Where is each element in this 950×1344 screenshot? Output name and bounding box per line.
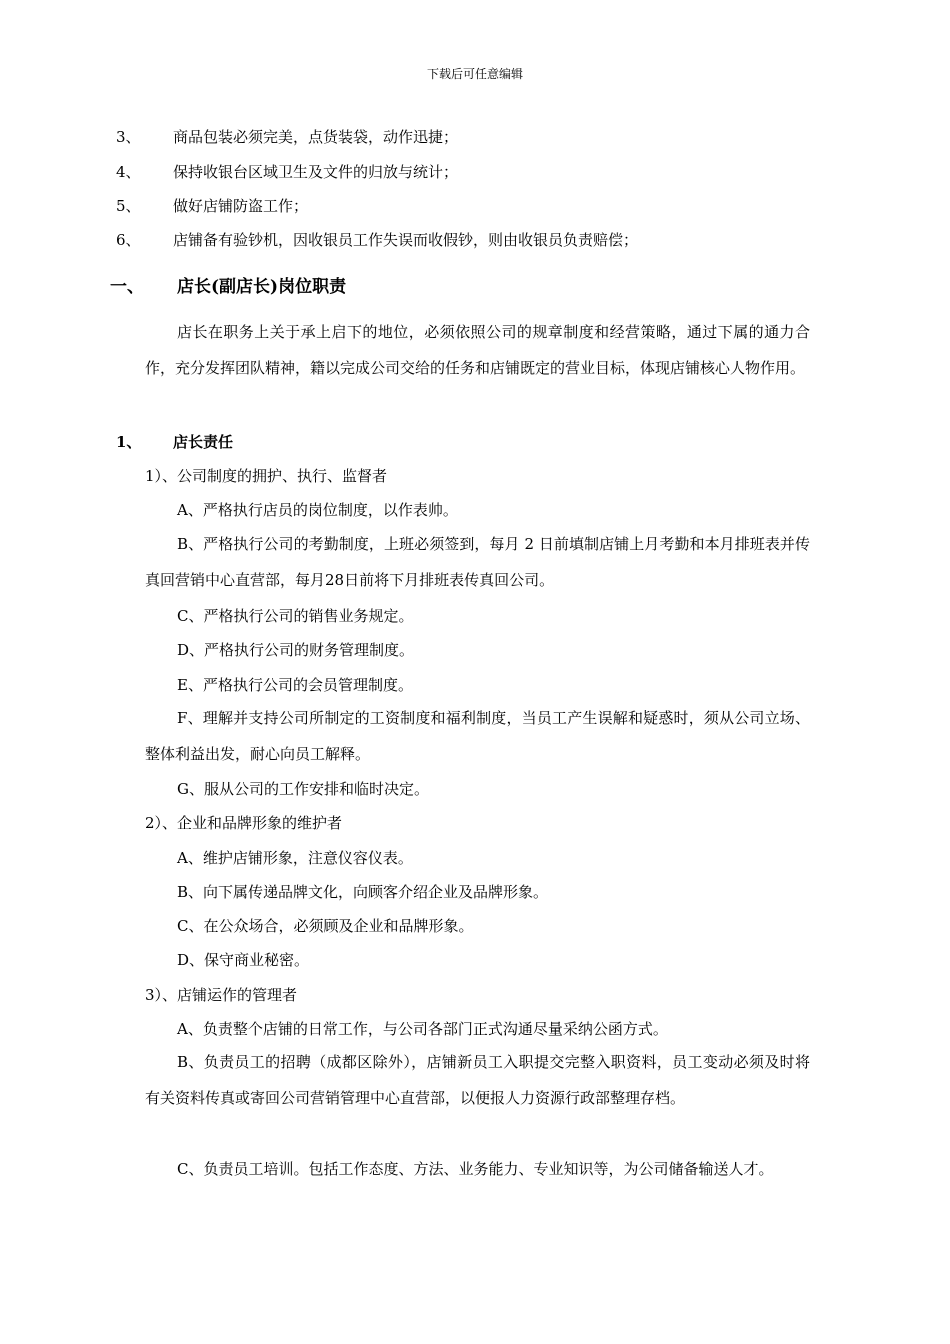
- list-item: G、服从公司的工作安排和临时决定。: [177, 780, 429, 798]
- list-item: B、负责员工的招聘（成都区除外），店铺新员工入职提交完整入职资料，员工变动必须及时将有关资料传真或寄回公司营销管理中心直营部，以便报人力资源行政部整理存档。: [145, 1053, 810, 1107]
- list-item-number: 3、: [116, 128, 141, 146]
- section-title: 店长(副店长)岗位职责: [177, 277, 347, 297]
- list-item: 保持收银台区域卫生及文件的归放与统计；: [173, 163, 459, 181]
- list-item: A、负责整个店铺的日常工作，与公司各部门正式沟通尽量采纳公函方式。: [177, 1020, 668, 1038]
- list-item: D、严格执行公司的财务管理制度。: [177, 641, 415, 659]
- section-number: 一、: [110, 277, 144, 297]
- list-item: 商品包装必须完美，点货装袋，动作迅捷；: [173, 128, 459, 146]
- intro-paragraph: 店长在职务上关于承上启下的地位，必须依照公司的规章制度和经营策略，通过下属的通力合作，充分发挥团队精神，籍以完成公司交给的任务和店铺既定的营业目标，体现店铺核心人物作用。: [145, 323, 810, 377]
- list-item: C、在公众场合，必须顾及企业和品牌形象。: [177, 917, 474, 935]
- role-title: 2）、企业和品牌形象的维护者: [145, 814, 343, 832]
- list-item-number: 6、: [116, 231, 141, 249]
- list-item: A、严格执行店员的岗位制度，以作表帅。: [177, 501, 458, 519]
- role-title: 1）、公司制度的拥护、执行、监督者: [145, 467, 388, 485]
- list-item: 店铺备有验钞机，因收银员工作失误而收假钞，则由收银员负责赔偿；: [173, 231, 639, 249]
- role-title: 3）、店铺运作的管理者: [145, 986, 298, 1004]
- page-header: 下载后可任意编辑: [426, 67, 523, 81]
- list-item: C、严格执行公司的销售业务规定。: [177, 607, 414, 625]
- list-item: B、向下属传递品牌文化，向顾客介绍企业及品牌形象。: [177, 883, 549, 901]
- list-item-number: 5、: [116, 197, 141, 215]
- subsection-title: 店长责任: [173, 433, 234, 451]
- list-item: C、负责员工培训。包括工作态度、方法、业务能力、专业知识等，为公司储备输送人才。: [177, 1160, 774, 1178]
- list-item: E、严格执行公司的会员管理制度。: [177, 676, 413, 694]
- list-item: D、保守商业秘密。: [177, 951, 310, 969]
- list-item-number: 4、: [116, 163, 141, 181]
- list-item: A、维护店铺形象，注意仪容仪表。: [177, 849, 413, 867]
- list-item: F、理解并支持公司所制定的工资制度和福利制度，当员工产生误解和疑惑时，须从公司立场、整体利益出发，耐心向员工解释。: [145, 709, 810, 763]
- subsection-number: 1、: [116, 433, 142, 451]
- list-item: 做好店铺防盗工作；: [173, 197, 309, 215]
- list-item: B、严格执行公司的考勤制度，上班必须签到，每月 2 日前填制店铺上月考勤和本月排班表并传真回营销中心直营部，每月28日前将下月排班表传真回公司。: [145, 535, 810, 589]
